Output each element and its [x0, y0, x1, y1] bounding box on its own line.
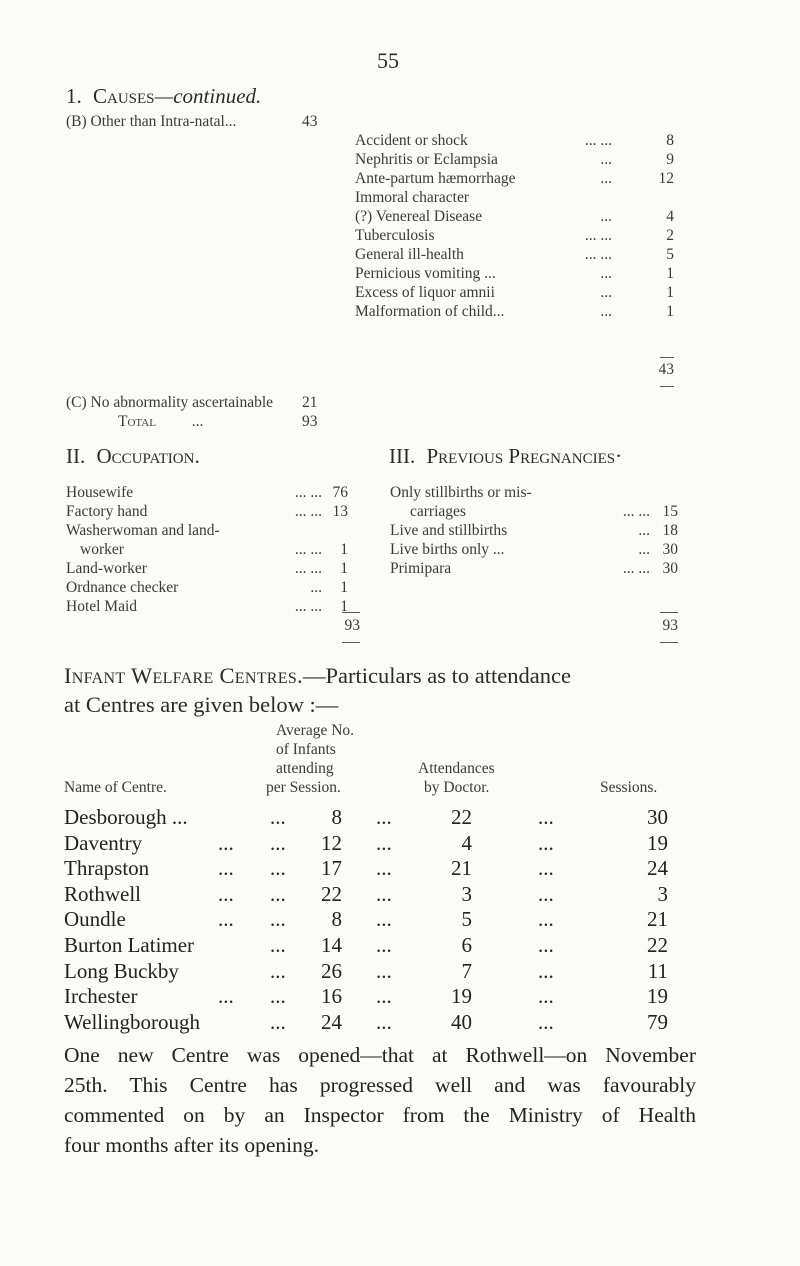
- occupation-item-text: Washerwoman and land-: [66, 522, 220, 539]
- centre-dots: ...: [270, 830, 286, 855]
- centre-sessions: 19: [647, 984, 668, 1009]
- section-b-label: (B) Other than Intra-natal...: [66, 113, 237, 130]
- centre-dots: ...: [376, 1009, 392, 1034]
- pregnancy-item-dots: ...: [638, 522, 650, 539]
- paragraph-line: four months after its opening.: [64, 1133, 319, 1157]
- centre-doctor: 4: [461, 830, 472, 855]
- pregnancy-item-dots: ... ...: [622, 560, 650, 577]
- pregnancy-item-value: 18: [662, 522, 678, 539]
- centre-doctor: 5: [461, 907, 472, 932]
- centre-dots: ...: [538, 907, 554, 932]
- cause-item-dots: ...: [600, 208, 612, 225]
- centre-dots: ...: [538, 933, 554, 957]
- centre-avg: 14: [321, 933, 342, 957]
- occupation-heading: [66, 444, 200, 469]
- occupation-heading-text: Occupation.: [96, 444, 200, 468]
- pregnancy-item-value: 15: [662, 503, 678, 520]
- cause-item-text: General ill-health: [355, 246, 464, 263]
- pregnancies-heading-text: Previous Pregnancies·: [426, 444, 623, 468]
- cause-item-text: Ante-partum hæmorrhage: [355, 170, 516, 187]
- occupation-item-dots: ... ...: [294, 598, 322, 615]
- paragraph-line: commented on by an Inspector from the Ministry of Health: [64, 1103, 696, 1127]
- centre-dots: ...: [376, 881, 392, 906]
- occupation-rule-top: [342, 612, 360, 613]
- cause-item-value: 5: [666, 246, 674, 263]
- header-avg-1: Average No.: [276, 722, 355, 739]
- centre-name: Long Buckby: [64, 958, 179, 983]
- infant-title-bold: Infant Welfare Centres.: [64, 663, 303, 688]
- centre-dots: ...: [270, 805, 286, 829]
- centre-dots: ...: [538, 856, 554, 881]
- occupation-item-dots: ... ...: [294, 484, 322, 501]
- centre-doctor: 22: [451, 805, 472, 829]
- cause-item-text: Malformation of child...: [355, 303, 505, 320]
- centre-avg: 16: [321, 984, 342, 1009]
- section-heading: [66, 84, 261, 109]
- occupation-item-dots: ... ...: [294, 541, 322, 558]
- section-b-rule-bottom: [660, 386, 674, 387]
- section-b-sum: 43: [658, 361, 674, 378]
- centre-doctor: 19: [451, 984, 472, 1009]
- cause-item-dots: ...: [600, 151, 612, 168]
- paragraph-line: 25th. This Centre has progressed well and was favourably: [64, 1073, 696, 1097]
- centre-doctor: 21: [451, 856, 472, 881]
- pregnancy-item-text: carriages: [410, 503, 466, 520]
- cause-item-dots: ...: [600, 303, 612, 320]
- cause-item-value: 1: [666, 303, 674, 320]
- occupation-item-text: Ordnance checker: [66, 579, 179, 596]
- pregnancy-item-dots: ... ...: [622, 503, 650, 520]
- centre-sessions: 30: [647, 805, 668, 829]
- total-value: 93: [302, 413, 318, 430]
- pregnancies-heading-num: III.: [389, 444, 416, 468]
- cause-item-dots: ...: [600, 265, 612, 282]
- centre-sessions: 21: [647, 907, 668, 932]
- occupation-item-text: Factory hand: [66, 503, 148, 520]
- centre-name: Rothwell: [64, 881, 141, 906]
- pregnancy-item-value: 30: [662, 541, 678, 558]
- centre-dots: ...: [270, 1009, 286, 1034]
- cause-item-dots: ... ...: [584, 227, 612, 244]
- cause-item-value: 2: [666, 227, 674, 244]
- centre-avg: 12: [321, 830, 342, 855]
- header-avg-4: per Session.: [266, 779, 341, 796]
- page-number: 55: [377, 48, 399, 73]
- centre-dots: ...: [218, 856, 234, 881]
- occupation-item-text: Housewife: [66, 484, 134, 501]
- occupation-item-dots: ...: [310, 579, 322, 596]
- occupation-item-value: 1: [340, 598, 348, 615]
- centre-dots: ...: [218, 830, 234, 855]
- section-c-label: (C) No abnormality ascertainable: [66, 394, 274, 411]
- centre-dots: ...: [270, 856, 286, 881]
- cause-item-value: 12: [658, 170, 674, 187]
- total-dots: ...: [191, 413, 204, 430]
- centre-dots: ...: [538, 881, 554, 906]
- centre-name: Wellingborough: [64, 1009, 200, 1034]
- cause-item-dots: ...: [600, 170, 612, 187]
- cause-item-text: Nephritis or Eclampsia: [355, 151, 498, 168]
- centre-dots: ...: [538, 984, 554, 1009]
- centre-dots: ...: [218, 907, 234, 932]
- occupation-item-text: Hotel Maid: [66, 598, 138, 615]
- centre-doctor: 40: [451, 1009, 472, 1034]
- pregnancy-item-value: 30: [662, 560, 678, 577]
- cause-item-text: (?) Venereal Disease: [355, 208, 483, 225]
- occupation-item-dots: ... ...: [294, 560, 322, 577]
- pregnancies-rule-bottom: [660, 642, 678, 643]
- centre-dots: ...: [376, 856, 392, 881]
- centre-dots: ...: [538, 1009, 554, 1034]
- header-name: Name of Centre.: [64, 779, 167, 796]
- centre-dots: ...: [218, 881, 234, 906]
- centre-name: Oundle: [64, 907, 126, 932]
- pregnancy-item-text: Only stillbirths or mis-: [390, 484, 532, 501]
- centre-name: Burton Latimer: [64, 933, 195, 957]
- occupation-item-text: Land-worker: [66, 560, 147, 577]
- cause-item-text: Tuberculosis: [355, 227, 435, 244]
- centre-avg: 8: [331, 805, 342, 829]
- cause-item-value: 1: [666, 284, 674, 301]
- section-c-value: 21: [302, 394, 318, 411]
- centre-name: Desborough ...: [64, 805, 188, 829]
- centre-dots: ...: [538, 805, 554, 829]
- occupation-item-value: 1: [340, 541, 348, 558]
- centre-sessions: 11: [647, 958, 668, 983]
- occupation-item-text: worker: [80, 541, 124, 558]
- centre-dots: ...: [376, 984, 392, 1009]
- cause-item-text: Pernicious vomiting ...: [355, 265, 496, 282]
- occupation-item-value: 76: [332, 484, 348, 501]
- pregnancy-item-dots: ...: [638, 541, 650, 558]
- heading-title: Causes: [93, 84, 155, 108]
- cause-item-text: Excess of liquor amnii: [355, 284, 495, 301]
- occupation-item-value: 1: [340, 560, 348, 577]
- pregnancies-rule-top: [660, 612, 678, 613]
- centre-avg: 8: [331, 907, 342, 932]
- cause-item-value: 1: [666, 265, 674, 282]
- occupation-item-value: 1: [340, 579, 348, 596]
- paragraph-line: One new Centre was opened—that at Rothwell—on November: [64, 1043, 696, 1067]
- header-sessions: Sessions.: [600, 779, 658, 796]
- section-b-rule-top: [660, 357, 674, 358]
- header-att-1: Attendances: [418, 760, 495, 777]
- centre-dots: ...: [218, 984, 234, 1009]
- cause-item-value: 9: [666, 151, 674, 168]
- centre-avg: 17: [321, 856, 342, 881]
- centre-dots: ...: [538, 958, 554, 983]
- centre-dots: ...: [376, 805, 392, 829]
- centre-avg: 26: [321, 958, 342, 983]
- centre-dots: ...: [270, 958, 286, 983]
- section-b-total: 43: [302, 113, 318, 130]
- centre-dots: ...: [376, 830, 392, 855]
- pregnancy-item-text: Live and stillbirths: [390, 522, 508, 539]
- centre-dots: ...: [270, 933, 286, 957]
- infant-title: [64, 663, 571, 689]
- occupation-item-value: 13: [332, 503, 348, 520]
- occupation-sum: 93: [344, 617, 360, 634]
- centre-sessions: 19: [647, 830, 668, 855]
- centre-doctor: 3: [461, 881, 472, 906]
- heading-continued: —continued.: [154, 84, 262, 108]
- pregnancies-heading: [389, 444, 622, 469]
- occupation-rule-bottom: [342, 642, 360, 643]
- occupation-item-dots: ... ...: [294, 503, 322, 520]
- centre-doctor: 6: [461, 933, 472, 957]
- cause-item-dots: ...: [600, 284, 612, 301]
- closing-paragraph: [64, 1040, 696, 1160]
- infant-title-line2: at Centres are given below :—: [64, 692, 339, 717]
- centre-dots: ...: [376, 958, 392, 983]
- centre-dots: ...: [376, 933, 392, 957]
- centre-sessions: 22: [647, 933, 668, 957]
- centre-doctor: 7: [461, 958, 472, 983]
- cause-item-text: Immoral character: [355, 189, 470, 206]
- header-avg-2: of Infants: [276, 741, 336, 758]
- centre-avg: 24: [321, 1009, 342, 1034]
- pregnancy-item-text: Live births only ...: [390, 541, 505, 558]
- total-row: [118, 413, 203, 431]
- centre-name: Thrapston: [64, 856, 150, 881]
- centre-sessions: 3: [657, 881, 668, 906]
- pregnancies-sum: 93: [662, 617, 678, 634]
- centre-dots: ...: [538, 830, 554, 855]
- pregnancy-item-text: Primipara: [390, 560, 452, 577]
- heading-number: 1.: [66, 84, 82, 108]
- centre-name: Irchester: [64, 984, 138, 1009]
- cause-item-text: Accident or shock: [355, 132, 468, 149]
- header-avg-3: attending: [276, 760, 334, 777]
- centre-avg: 22: [321, 881, 342, 906]
- centre-sessions: 79: [647, 1009, 668, 1034]
- centre-dots: ...: [270, 881, 286, 906]
- total-label: Total: [118, 413, 156, 430]
- cause-item-dots: ... ...: [584, 132, 612, 149]
- occupation-heading-num: II.: [66, 444, 86, 468]
- centre-sessions: 24: [647, 856, 668, 881]
- centre-dots: ...: [270, 984, 286, 1009]
- centre-dots: ...: [376, 907, 392, 932]
- infant-title-rest: —Particulars as to attendance: [302, 663, 571, 688]
- centre-name: Daventry: [64, 830, 143, 855]
- cause-item-value: 8: [666, 132, 674, 149]
- cause-item-value: 4: [666, 208, 674, 225]
- cause-item-dots: ... ...: [584, 246, 612, 263]
- centre-dots: ...: [270, 907, 286, 932]
- header-att-2: by Doctor.: [424, 779, 490, 796]
